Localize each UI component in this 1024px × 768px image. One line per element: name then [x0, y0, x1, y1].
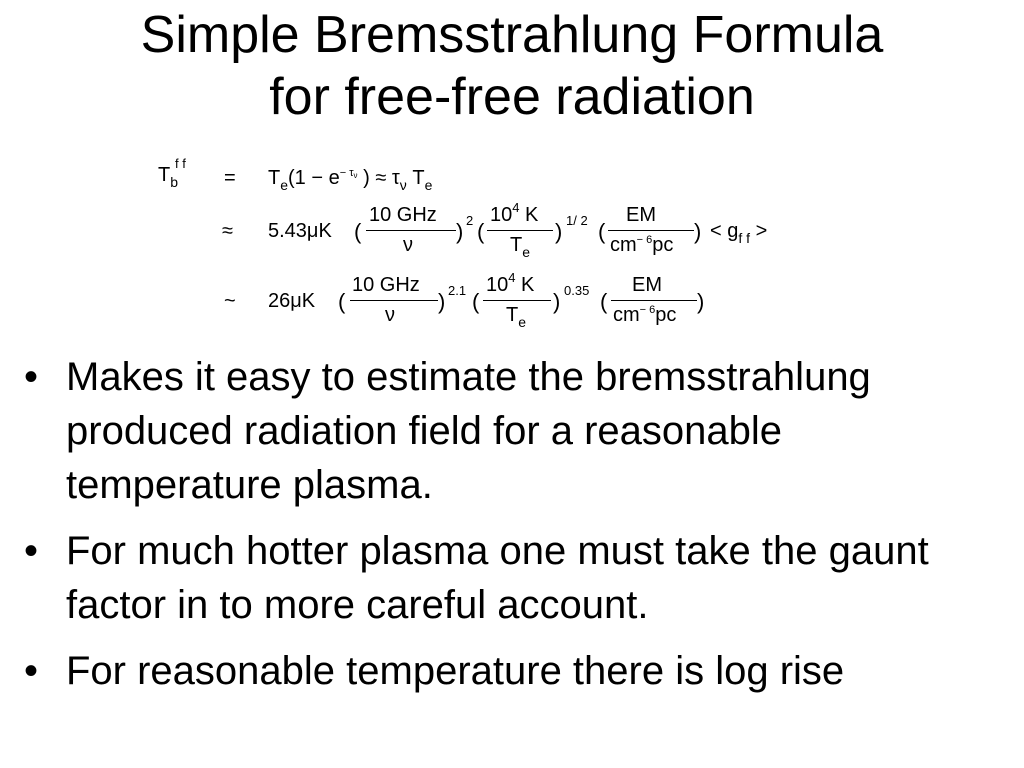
lhs-subscript: b [170, 174, 179, 190]
row3-relation: ~ [224, 290, 236, 312]
row2-den3-cm: cm [610, 234, 637, 256]
bullet-marker: • [24, 649, 39, 693]
row2-den3-sup: − 6 [636, 234, 653, 246]
row3-fraction-bar-1 [350, 300, 438, 301]
row3-lparen-2: ( [472, 289, 480, 314]
row2-num2-base: 10 [490, 204, 513, 226]
slide-title-line-2: for free-free radiation [269, 68, 755, 126]
row2-lparen-2: ( [477, 219, 485, 244]
equals-sign: = [224, 167, 236, 189]
bullet-text: For reasonable temperature there is log rise [66, 649, 845, 693]
bullet-item [24, 524, 1004, 632]
row2-den3-pc: pc [652, 234, 674, 256]
row3-exp-2: 0.35 [564, 283, 590, 298]
row2-fraction-bar-3 [608, 230, 694, 231]
bullet-item [24, 644, 1004, 698]
row2-lparen-1: ( [354, 219, 362, 244]
row3-num2-base: 10 [486, 274, 509, 296]
row3-rparen-2: ) [553, 289, 561, 314]
row3-den-1: ν [385, 304, 395, 326]
row2-gaunt-open: < g [710, 220, 739, 242]
row2-num-3: EM [626, 204, 656, 226]
row1-exp-e: e [328, 167, 340, 189]
row3-den3-sup: − 6 [639, 304, 656, 316]
row1-T-sub: e [280, 177, 289, 193]
row3-num-3: EM [632, 274, 662, 296]
bullet-text: Makes it easy to estimate the bremsstrahlung produced radiation field for a reasonable temperature plasma. [66, 355, 871, 507]
slide-title-line-1: Simple Bremsstrahlung Formula [140, 6, 884, 64]
row2-exp-1: 2 [466, 213, 474, 228]
row3-num2-sup: 4 [508, 270, 516, 285]
row1-tau: τ [391, 167, 400, 189]
lhs-symbol: T [158, 164, 171, 186]
row2-lparen-3: ( [598, 219, 606, 244]
bullet-text: For much hotter plasma one must take the gaunt factor in to more careful account. [66, 529, 929, 627]
row2-exp-2: 1/ 2 [566, 213, 588, 228]
row1-approx: ≈ [375, 167, 387, 189]
row1-tau-sub: ν [399, 177, 407, 193]
row2-fraction-bar-1 [366, 230, 456, 231]
row2-den2-sub: e [522, 244, 531, 260]
row2-gaunt-close: > [755, 220, 768, 242]
row3-den2-T: T [506, 304, 519, 326]
row2-gaunt-factor [710, 220, 768, 246]
row2-coefficient: 5.43μK [268, 220, 332, 242]
row1-T: T [268, 167, 281, 189]
lhs-superscript: f f [175, 156, 186, 171]
row3-fraction-bar-3 [611, 300, 697, 301]
row1-open: (1 − [288, 167, 329, 189]
row2-rparen-3: ) [694, 219, 702, 244]
bullet-marker: • [24, 355, 39, 399]
bremsstrahlung-equation [0, 150, 1024, 335]
row2-num-1: 10 GHz [369, 204, 437, 226]
row3-num-1: 10 GHz [352, 274, 420, 296]
bullet-marker: • [24, 529, 39, 573]
row3-fraction-bar-2 [483, 300, 551, 301]
row3-exp-1: 2.1 [448, 283, 467, 298]
row2-rparen-1: ) [456, 219, 464, 244]
bullet-list [24, 350, 1004, 710]
row3-num-2 [486, 270, 535, 297]
row1-T2-sub: e [424, 177, 433, 193]
row3-den-2 [506, 304, 527, 330]
row3-coefficient: 26μK [268, 290, 316, 312]
row2-den2-T: T [510, 234, 523, 256]
row3-lparen-3: ( [600, 289, 608, 314]
bullet-item [24, 350, 1004, 512]
row2-rparen-2: ) [555, 219, 563, 244]
row3-rparen-1: ) [438, 289, 446, 314]
equation-row-1 [268, 167, 433, 193]
row3-den3-cm: cm [613, 304, 640, 326]
row3-den-3 [613, 304, 676, 327]
row2-gaunt-sub: f f [738, 230, 751, 246]
row2-num2-unit: K [519, 204, 539, 226]
row2-den-3 [610, 234, 673, 257]
row3-den3-pc: pc [655, 304, 677, 326]
row1-exp-sup: − τ [339, 167, 354, 179]
row3-lparen-1: ( [338, 289, 346, 314]
row3-den2-sub: e [518, 314, 527, 330]
row3-rparen-3: ) [697, 289, 705, 314]
row1-exp-sup-sub: ν [353, 171, 358, 180]
row1-close: ) [363, 167, 370, 189]
row2-den-1: ν [403, 234, 413, 256]
row1-T2: T [412, 167, 425, 189]
slide-title [0, 4, 1024, 128]
row3-num2-unit: K [515, 274, 535, 296]
row2-fraction-bar-2 [487, 230, 553, 231]
row2-relation: ≈ [222, 220, 233, 242]
row2-den-2 [510, 234, 531, 260]
row2-num-2 [490, 200, 539, 227]
row2-num2-sup: 4 [512, 200, 520, 215]
